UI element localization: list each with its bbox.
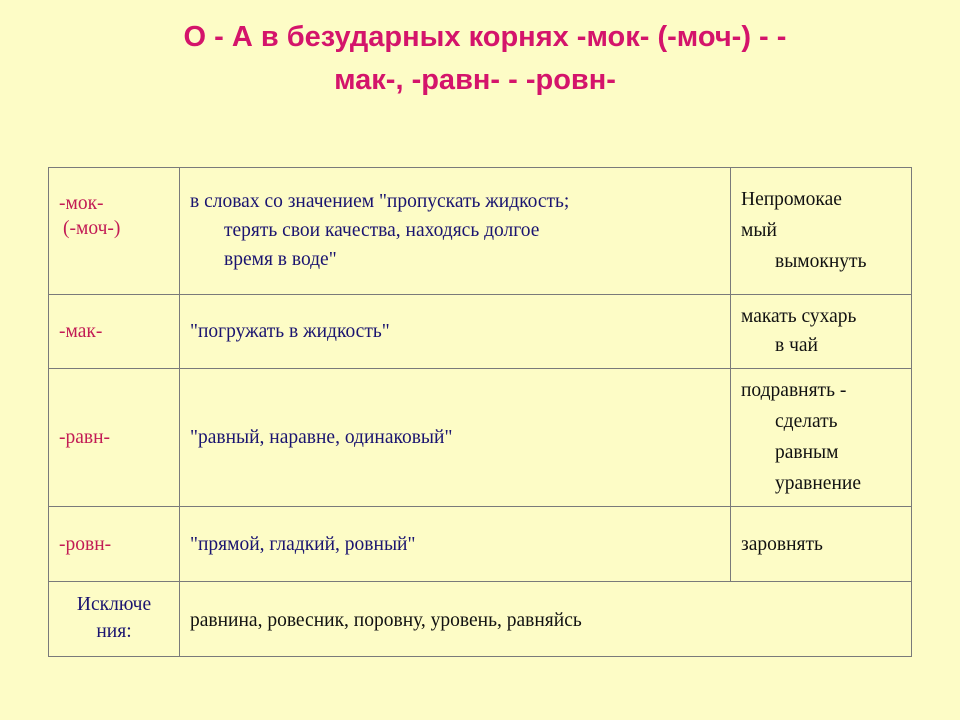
example-text: в чай: [775, 335, 818, 356]
example-text: подравнять -: [741, 380, 847, 401]
exception-label-cell: [49, 582, 180, 657]
exception-words: равнина, ровесник, поровну, уровень, равняйсь: [190, 610, 582, 631]
example-cell: [731, 369, 912, 507]
meaning-text: "равный, наравне, одинаковый": [190, 427, 453, 448]
root-text: (-моч-): [63, 218, 121, 239]
example-text: заровнять: [741, 534, 823, 555]
example-text: вымокнуть: [775, 251, 867, 272]
example-text: макать сухарь: [741, 306, 857, 327]
exception-words-cell: [180, 582, 912, 657]
table-row: [49, 369, 912, 507]
meaning-cell: [180, 168, 731, 295]
title-line-1: О - А в безударных корнях -мок- (-моч-) - -: [183, 21, 787, 53]
meaning-text: "погружать в жидкость": [190, 321, 390, 342]
exception-row: [49, 582, 912, 657]
root-text: -ровн-: [59, 534, 112, 555]
example-cell: [731, 168, 912, 295]
example-cell: [731, 507, 912, 582]
slide-title: [0, 16, 960, 102]
root-text: -равн-: [59, 427, 111, 448]
meaning-text: время в воде": [224, 249, 337, 270]
example-cell: [731, 295, 912, 369]
meaning-text: "прямой, гладкий, ровный": [190, 534, 416, 555]
example-text: мый: [741, 220, 777, 241]
meaning-text: терять свои качества, находясь долгое: [224, 220, 540, 241]
table-row: [49, 507, 912, 582]
meaning-cell: [180, 507, 731, 582]
example-text: уравнение: [775, 473, 861, 494]
meaning-text: в словах со значением "пропускать жидкость;: [190, 191, 570, 212]
root-cell: [49, 369, 180, 507]
exception-label: Исключе: [76, 594, 152, 615]
table-row: [49, 295, 912, 369]
root-text: -мок-: [59, 193, 104, 214]
title-line-2: мак-, -равн- - -ровн-: [334, 64, 616, 96]
exception-label: ния:: [96, 621, 132, 642]
root-cell: [49, 507, 180, 582]
root-text: -мак-: [59, 321, 103, 342]
table-row: [49, 168, 912, 295]
meaning-cell: [180, 295, 731, 369]
example-text: равным: [775, 442, 839, 463]
example-text: Непромокае: [741, 189, 842, 210]
root-cell: [49, 295, 180, 369]
roots-table: [48, 167, 912, 657]
root-cell: [49, 168, 180, 295]
example-text: сделать: [775, 411, 838, 432]
meaning-cell: [180, 369, 731, 507]
